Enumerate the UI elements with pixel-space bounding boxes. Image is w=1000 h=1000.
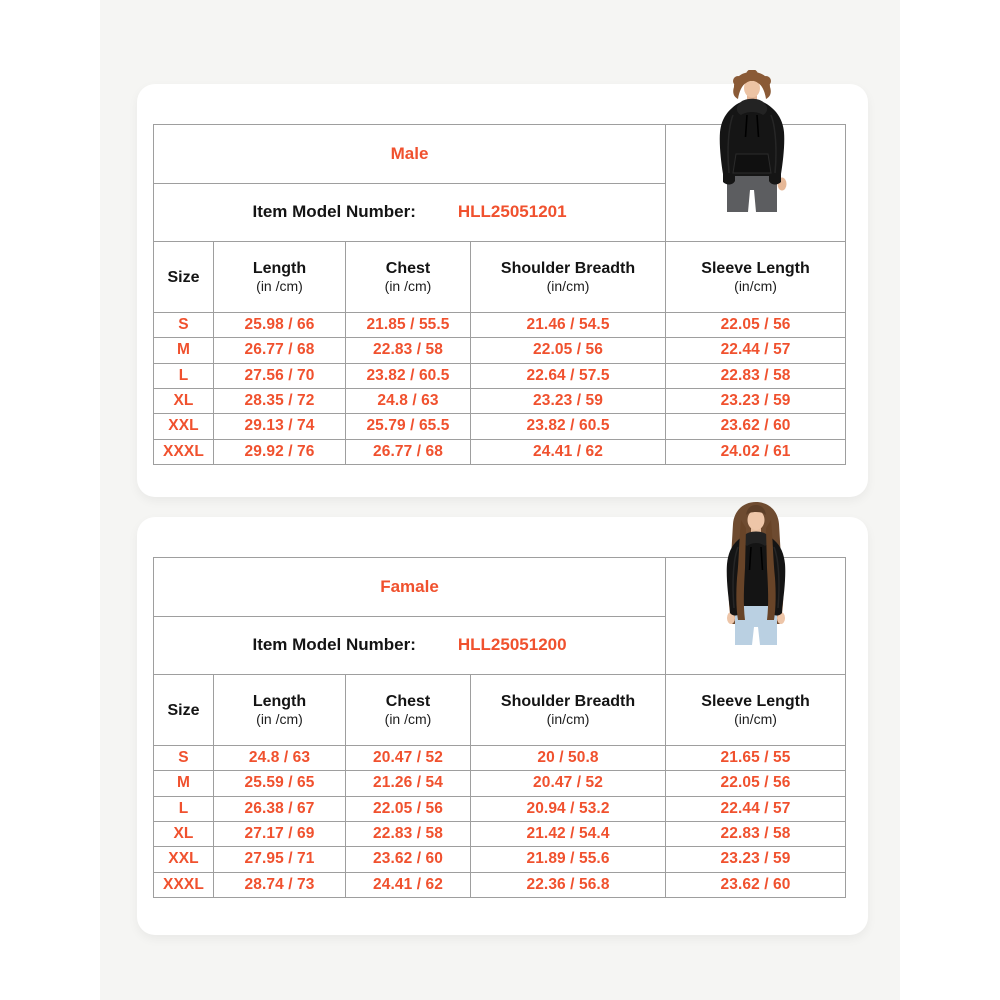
size-row-xxxl	[154, 872, 846, 897]
size-label: M	[154, 338, 214, 363]
size-label: XXL	[154, 414, 214, 439]
measurement-value: 24.41 / 62	[346, 872, 471, 897]
column-header-size: Size	[154, 242, 214, 313]
measurement-value: 22.44 / 57	[666, 338, 846, 363]
measurement-value: 22.05 / 56	[471, 338, 666, 363]
model-number-value: HLL25051201	[457, 202, 567, 222]
size-row-xl	[154, 821, 846, 846]
measurement-value: 23.23 / 59	[666, 388, 846, 413]
column-header-row	[154, 675, 846, 746]
measurement-value: 27.95 / 71	[214, 847, 346, 872]
measurement-value: 28.74 / 73	[214, 872, 346, 897]
measurement-value: 24.8 / 63	[214, 746, 346, 771]
measurement-value: 25.59 / 65	[214, 771, 346, 796]
measurement-value: 24.41 / 62	[471, 439, 666, 464]
measurement-value: 29.92 / 76	[214, 439, 346, 464]
measurement-value: 22.44 / 57	[666, 796, 846, 821]
measurement-value: 23.82 / 60.5	[346, 363, 471, 388]
measurement-value: 22.83 / 58	[346, 821, 471, 846]
gender-label-cell	[154, 558, 666, 617]
measurement-value: 21.26 / 54	[346, 771, 471, 796]
column-header-shoulder-breadth: Shoulder Breadth (in/cm)	[471, 242, 666, 313]
size-label: XXL	[154, 847, 214, 872]
measurement-value: 22.83 / 58	[346, 338, 471, 363]
column-header-sleeve-length: Sleeve Length (in/cm)	[666, 675, 846, 746]
size-label: XL	[154, 388, 214, 413]
female-size-table	[153, 557, 846, 898]
measurement-value: 23.62 / 60	[346, 847, 471, 872]
size-row-l	[154, 796, 846, 821]
measurement-value: 22.05 / 56	[666, 313, 846, 338]
measurement-value: 23.62 / 60	[666, 872, 846, 897]
size-rows	[154, 313, 846, 465]
male-size-chart-card	[137, 84, 868, 497]
measurement-value: 24.02 / 61	[666, 439, 846, 464]
measurement-value: 20.47 / 52	[346, 746, 471, 771]
size-row-s	[154, 746, 846, 771]
measurement-value: 20.47 / 52	[471, 771, 666, 796]
size-row-xl	[154, 388, 846, 413]
column-header-size: Size	[154, 675, 214, 746]
size-label: XXXL	[154, 872, 214, 897]
male-size-table	[153, 124, 846, 465]
measurement-value: 28.35 / 72	[214, 388, 346, 413]
measurement-value: 27.17 / 69	[214, 821, 346, 846]
measurement-value: 23.82 / 60.5	[471, 414, 666, 439]
gender-row	[154, 558, 846, 617]
size-row-m	[154, 771, 846, 796]
measurement-value: 26.77 / 68	[346, 439, 471, 464]
measurement-value: 27.56 / 70	[214, 363, 346, 388]
measurement-value: 23.23 / 59	[471, 388, 666, 413]
model-photo-cell	[666, 558, 846, 675]
column-header-sleeve-length: Sleeve Length (in/cm)	[666, 242, 846, 313]
size-row-xxl	[154, 847, 846, 872]
measurement-value: 22.05 / 56	[666, 771, 846, 796]
measurement-value: 26.77 / 68	[214, 338, 346, 363]
measurement-value: 22.05 / 56	[346, 796, 471, 821]
measurement-value: 25.79 / 65.5	[346, 414, 471, 439]
measurement-value: 22.36 / 56.8	[471, 872, 666, 897]
model-number-label: Item Model Number:	[252, 202, 416, 222]
model-photo-cell	[666, 125, 846, 242]
size-label: S	[154, 313, 214, 338]
model-number-cell	[154, 183, 666, 242]
column-header-length: Length (in /cm)	[214, 242, 346, 313]
size-label: XXXL	[154, 439, 214, 464]
size-row-m	[154, 338, 846, 363]
measurement-value: 25.98 / 66	[214, 313, 346, 338]
measurement-value: 21.42 / 54.4	[471, 821, 666, 846]
measurement-value: 26.38 / 67	[214, 796, 346, 821]
measurement-value: 21.65 / 55	[666, 746, 846, 771]
size-row-s	[154, 313, 846, 338]
size-chart-panel	[100, 0, 900, 1000]
size-row-l	[154, 363, 846, 388]
size-label: XL	[154, 821, 214, 846]
measurement-value: 21.46 / 54.5	[471, 313, 666, 338]
measurement-value: 20.94 / 53.2	[471, 796, 666, 821]
size-row-xxxl	[154, 439, 846, 464]
measurement-value: 24.8 / 63	[346, 388, 471, 413]
size-label: M	[154, 771, 214, 796]
measurement-value: 29.13 / 74	[214, 414, 346, 439]
size-label: S	[154, 746, 214, 771]
column-header-shoulder-breadth: Shoulder Breadth (in/cm)	[471, 675, 666, 746]
size-row-xxl	[154, 414, 846, 439]
measurement-value: 20 / 50.8	[471, 746, 666, 771]
measurement-value: 21.89 / 55.6	[471, 847, 666, 872]
size-label: L	[154, 796, 214, 821]
column-header-length: Length (in /cm)	[214, 675, 346, 746]
measurement-value: 22.64 / 57.5	[471, 363, 666, 388]
gender-label-cell	[154, 125, 666, 184]
size-label: L	[154, 363, 214, 388]
model-number-value: HLL25051200	[457, 635, 567, 655]
measurement-value: 21.85 / 55.5	[346, 313, 471, 338]
measurement-value: 23.62 / 60	[666, 414, 846, 439]
column-header-chest: Chest (in /cm)	[346, 242, 471, 313]
gender-label: Male	[390, 143, 429, 163]
measurement-value: 23.23 / 59	[666, 847, 846, 872]
gender-row	[154, 125, 846, 184]
column-header-chest: Chest (in /cm)	[346, 675, 471, 746]
model-number-cell	[154, 616, 666, 675]
measurement-value: 22.83 / 58	[666, 821, 846, 846]
model-number-label: Item Model Number:	[252, 635, 416, 655]
size-rows	[154, 746, 846, 898]
measurement-value: 22.83 / 58	[666, 363, 846, 388]
female-size-chart-card	[137, 517, 868, 935]
column-header-row	[154, 242, 846, 313]
gender-label: Famale	[380, 576, 439, 596]
